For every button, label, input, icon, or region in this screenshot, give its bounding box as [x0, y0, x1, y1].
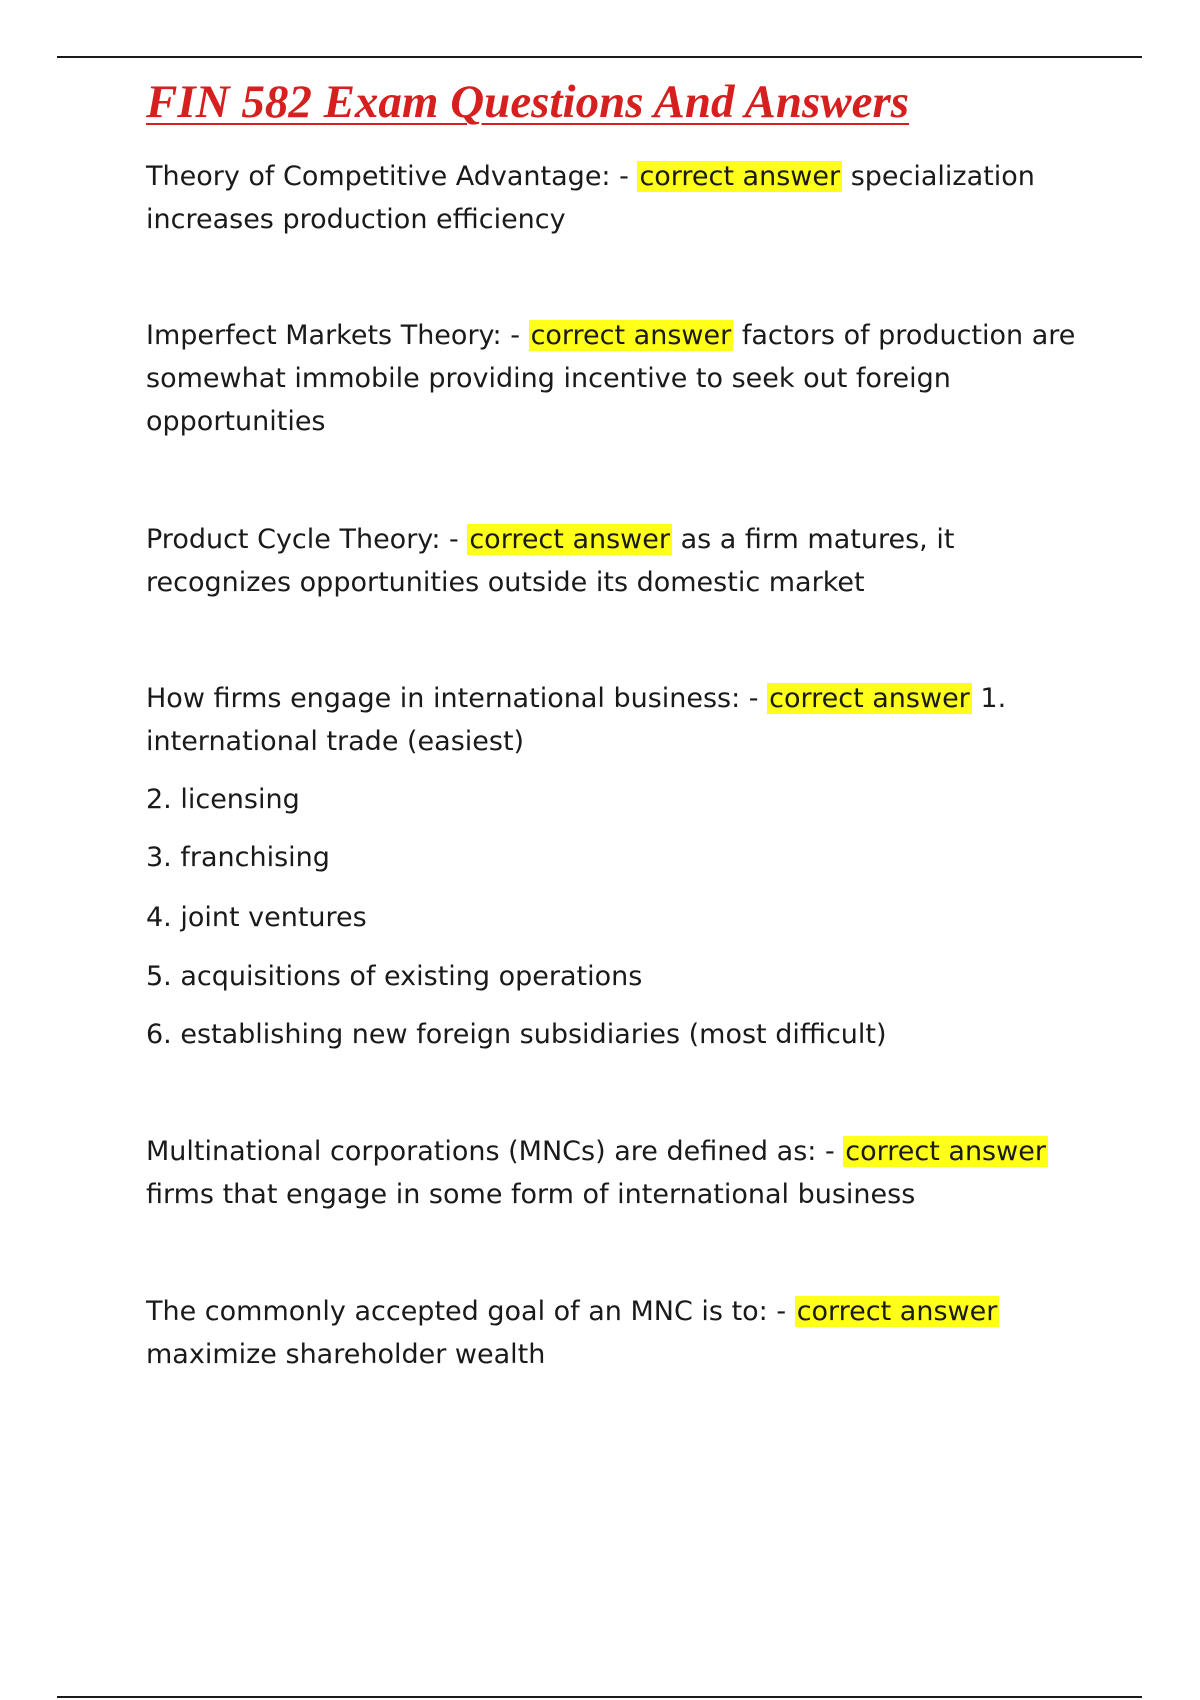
qa-item-imperfect-markets	[146, 314, 1086, 443]
correct-answer-marker: correct answer	[796, 1296, 998, 1327]
document-title: FIN 582 Exam Questions And Answers	[146, 76, 910, 128]
question-text: Imperfect Markets Theory: -	[146, 320, 529, 351]
correct-answer-marker: correct answer	[845, 1136, 1046, 1167]
qa-item-international-business	[146, 677, 1086, 763]
correct-answer-marker: correct answer	[469, 524, 670, 555]
question-text: How firms engage in international business: -	[146, 683, 768, 714]
answer-text: maximize shareholder wealth	[146, 1339, 546, 1370]
list-item: 3. franchising	[146, 842, 330, 873]
question-text: Multinational corporations (MNCs) are defined as: -	[146, 1136, 844, 1167]
qa-item-mnc-goal	[146, 1290, 1086, 1376]
list-item: 5. acquisitions of existing operations	[146, 961, 643, 992]
correct-answer-marker: correct answer	[530, 320, 732, 351]
answer-text: specialization increases production efficiency	[146, 161, 1035, 235]
qa-item-competitive-advantage	[146, 155, 1086, 241]
bottom-divider	[57, 1696, 1142, 1698]
list-item: 6. establishing new foreign subsidiaries (most difficult)	[146, 1019, 887, 1050]
question-text: Theory of Competitive Advantage: -	[146, 161, 638, 192]
question-text: Product Cycle Theory: -	[146, 524, 468, 555]
answer-text: factors of production are somewhat immobile providing incentive to seek out foreign opportunities	[146, 320, 1076, 437]
correct-answer-marker: correct answer	[769, 683, 970, 714]
question-text: The commonly accepted goal of an MNC is to: -	[146, 1296, 795, 1327]
correct-answer-marker: correct answer	[639, 161, 841, 192]
answer-text: 1. international trade (easiest)	[146, 683, 1007, 757]
qa-item-mnc-definition	[146, 1130, 1086, 1216]
answer-text: as a firm matures, it recognizes opportunities outside its domestic market	[146, 524, 955, 598]
qa-item-product-cycle	[146, 518, 1086, 604]
answer-text: firms that engage in some form of international business	[146, 1179, 916, 1210]
list-item: 2. licensing	[146, 784, 300, 815]
list-item: 4. joint ventures	[146, 902, 367, 933]
top-divider	[57, 56, 1142, 58]
